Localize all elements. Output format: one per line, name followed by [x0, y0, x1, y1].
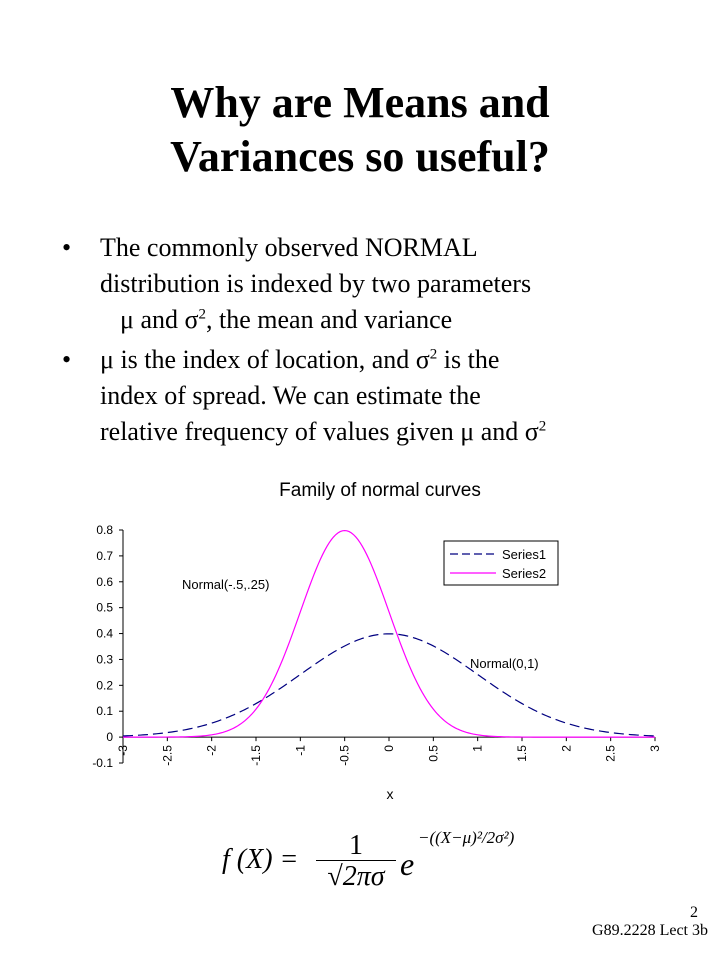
square-sup: 2	[429, 346, 438, 363]
bullet-1	[62, 230, 702, 338]
x-tick-label: 3	[648, 745, 662, 752]
formula-lhs: f (X) =	[222, 844, 299, 875]
sigma-symbol: σ	[184, 305, 199, 334]
annotation-series1: Normal(0,1)	[470, 656, 539, 671]
bullet-2	[62, 342, 702, 450]
bullet-dot: •	[62, 233, 72, 262]
sigma-symbol: σ	[415, 345, 430, 374]
bullet-2-part-1: is the index of location, and	[120, 345, 410, 374]
lecture-label: G89.2228 Lect 3b	[592, 922, 708, 939]
x-tick-label: -3	[116, 745, 130, 756]
y-tick-label: 0.7	[96, 548, 113, 563]
and-word: and	[140, 305, 178, 334]
bullet-1-line-1: The commonly observed NORMAL	[100, 233, 478, 262]
title-line-1: Why are Means and	[170, 78, 550, 127]
formula-fraction	[316, 832, 396, 893]
and-word: and	[480, 417, 519, 446]
chart-title: Family of normal curves	[279, 480, 481, 501]
bullet-list	[62, 230, 702, 454]
bullet-2-line-1	[100, 342, 702, 378]
square-sup: 2	[538, 418, 547, 435]
y-tick-label: 0	[106, 730, 113, 745]
series-line-series1	[123, 634, 655, 736]
formula-denominator: √2πσ	[327, 861, 385, 892]
bullet-1-line-3	[100, 302, 702, 338]
square-sup: 2	[198, 306, 207, 323]
formula-numerator: 1	[316, 832, 396, 861]
x-tick-label: -2	[204, 745, 219, 756]
sigma-symbol: σ	[524, 417, 539, 446]
mu-symbol: μ	[460, 417, 475, 446]
x-tick-label: 0	[382, 745, 396, 752]
bullet-1-line-2: distribution is indexed by two parameters	[100, 269, 532, 298]
legend-label-series2: Series2	[502, 566, 547, 581]
x-tick-label: -0.5	[337, 745, 352, 766]
bullet-2-line-2: index of spread. We can estimate the	[100, 381, 481, 410]
y-tick-label: 0.1	[96, 704, 113, 719]
x-axis-label: x	[386, 786, 394, 802]
bullet-2-part-2: is the	[443, 345, 500, 374]
bullet-1-tail: , the mean and variance	[206, 305, 453, 334]
bullet-dot: •	[62, 345, 72, 374]
mu-symbol: μ	[100, 345, 114, 374]
title-line-2: Variances so useful?	[170, 132, 550, 181]
bullet-2-line-3	[100, 414, 702, 450]
y-tick-label: 0.5	[96, 600, 113, 615]
slide-title	[0, 76, 720, 184]
page-number: 2	[690, 904, 698, 921]
x-tick-label: -2.5	[160, 745, 175, 766]
mu-symbol: μ	[120, 305, 134, 334]
x-tick-label: -1.5	[249, 745, 263, 766]
x-tick-label: 1	[470, 745, 485, 752]
bullet-2-line-3-text: relative frequency of values given	[100, 417, 454, 446]
x-tick-label: 1.5	[515, 745, 529, 762]
annotation-series2: Normal(-.5,.25)	[182, 577, 270, 592]
x-tick-label: 2.5	[603, 745, 618, 762]
normal-curves-chart	[0, 505, 720, 815]
y-tick-label: -0.1	[92, 756, 113, 770]
x-tick-label: 2	[559, 745, 574, 752]
y-tick-label: 0.3	[96, 652, 113, 667]
y-tick-label: 0.4	[96, 626, 113, 641]
x-tick-label: 0.5	[426, 745, 441, 762]
formula-exponent: −((X−μ)²/2σ²)	[418, 828, 515, 847]
formula-e: e	[400, 846, 415, 882]
y-tick-label: 0.2	[96, 678, 113, 693]
x-tick-label: -1	[293, 745, 308, 756]
legend-label-series1: Series1	[502, 547, 547, 562]
y-tick-label: 0.8	[96, 523, 113, 537]
y-tick-label: 0.6	[96, 574, 113, 589]
